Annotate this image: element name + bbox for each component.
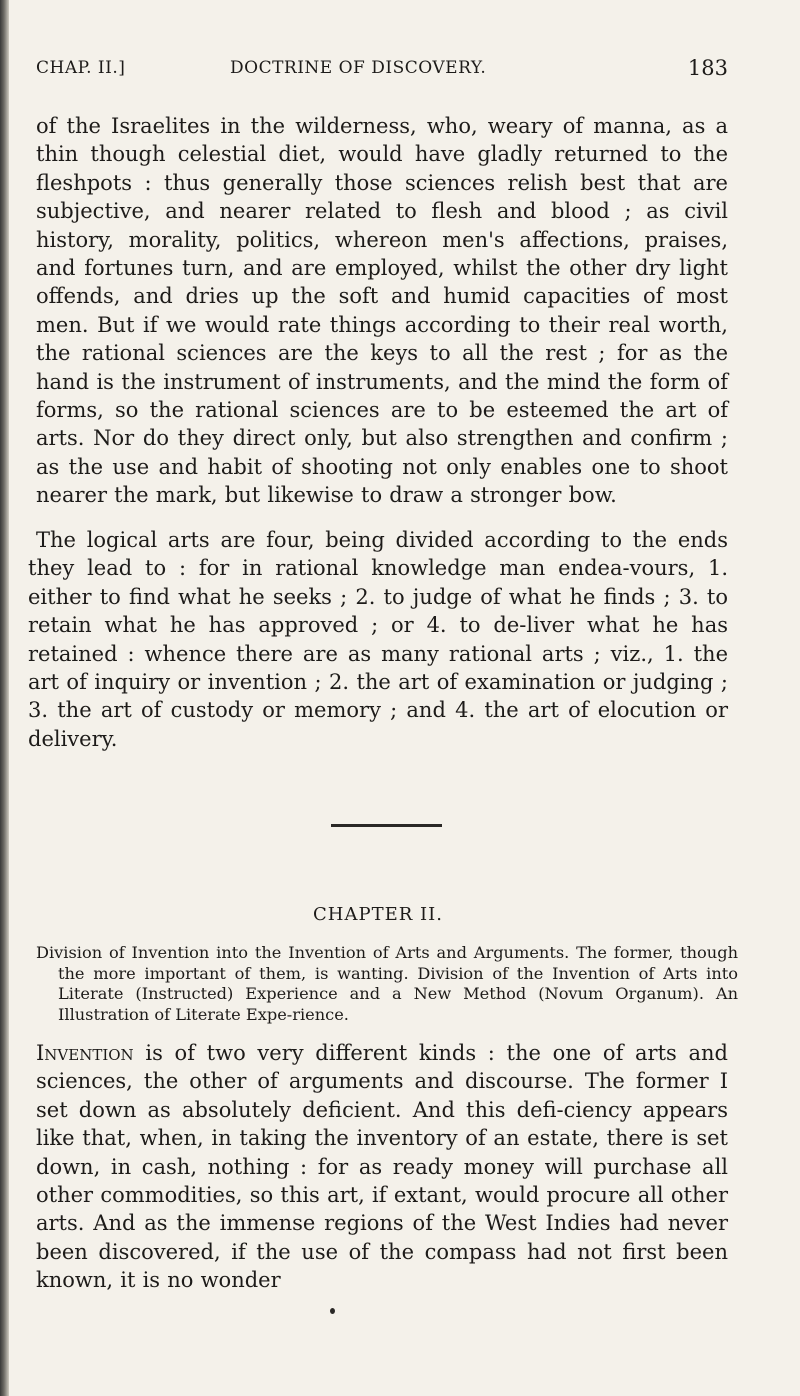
section-divider-rule xyxy=(331,824,442,827)
paragraph-logical-arts: The logical arts are four, being divided according to the ends they lead to : for in rational knowledge man endea-vours, 1. either to find what he seeks ; 2. to judge of what he finds ; 3. to retain what he has approved ; or 4. to de-liver what he has retained : whence there are as many rational arts ; viz., 1. the art of inquiry or invention ; 2. the art of examination or judging ; 3. the art of custody or memory ; and 4. the art of elocution or delivery. xyxy=(28,528,728,751)
running-title: DOCTRINE OF DISCOVERY. xyxy=(230,58,487,78)
printers-mark-dot xyxy=(330,1308,335,1314)
book-page xyxy=(28,56,738,1293)
paragraph-continuation: of the Israelites in the wilderness, who, weary of manna, as a thin though celestial diet, would have gladly returned to the fleshpots : thus generally those sciences relish best that are subjective, and nearer related to flesh and blood ; as civil history, morality, politics, whereon men's affections, praises, and fortunes turn, and are employed, whilst the other dry light offends, and dries up the soft and humid capacities of most men. But if we would rate things according to their real worth, the rational sciences are the keys to all the rest ; for as the hand is the instrument of instruments, and the mind the form of forms, so the rational sciences are to be esteemed the art of arts. Nor do they direct only, but also strengthen and confirm ; as the use and habit of shooting not only enables one to shoot nearer the mark, but likewise to draw a stronger bow. xyxy=(36,114,728,508)
chapter-reference: CHAP. II.] xyxy=(36,58,126,78)
paragraph-invention xyxy=(28,1039,728,1295)
chapter-heading: CHAPTER II. xyxy=(313,904,443,925)
chapter-summary: Division of Invention into the Invention of Arts and Arguments. The former, though the more important of them, is wanting. Division of the Invention of Arts into Literate (Instructed) Experience and a New Method (Novum Organum). An Illustration of Literate Expe-rience. xyxy=(36,943,738,1024)
book-spine-shadow xyxy=(0,0,9,1396)
running-head xyxy=(28,58,728,98)
opening-word: Invention xyxy=(36,1041,134,1065)
page-number: 183 xyxy=(687,56,728,80)
paragraph-invention-text: is of two very different kinds : the one of arts and sciences, the other of arguments and discourse. The former I set down as absolutely deficient. And this defi-ciency appears like that, when, in taking the inventory of an estate, there is set down, in cash, nothing : for as ready money will purchase all other commodities, so this art, if extant, would procure all other arts. And as the immense regions of the West Indies had never been discovered, if the use of the compass had not first been known, it is no wonder xyxy=(36,1041,728,1293)
